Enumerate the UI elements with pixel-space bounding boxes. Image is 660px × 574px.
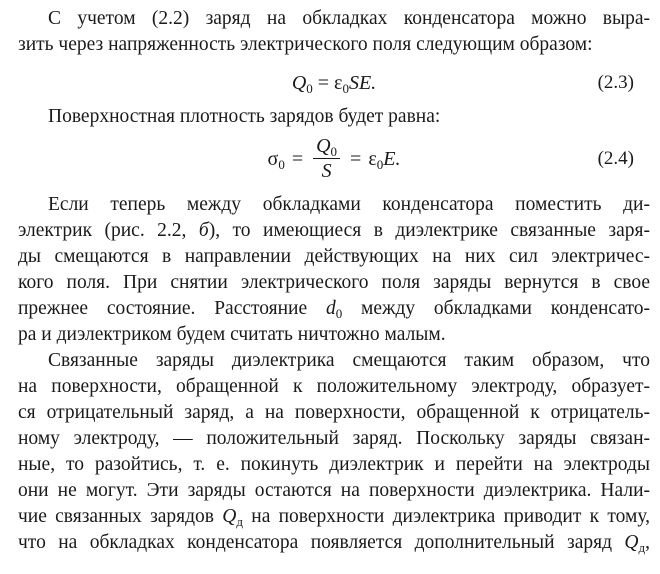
paragraph-3	[18, 192, 650, 348]
text-line: прежнее состояние. Расстояние $d_0$ между обкладками конденсато-	[18, 298, 650, 321]
text-line: электрик (рис. 2.2, б), то имеющиеся в диэлектрике связанные заря-	[18, 220, 650, 241]
text-line: чие связанных зарядов $Q_д$ на поверхности диэлектрика приводит к тому,	[18, 506, 650, 529]
paragraph-4	[18, 348, 650, 556]
equation-rhs: E.	[383, 147, 401, 170]
equation-number: (2.3)	[597, 72, 634, 93]
text-line: Связанные заряды диэлектрика смещаются таким образом, что	[48, 350, 650, 371]
sigma-symbol: σ	[267, 147, 279, 170]
equation-var-q: Q	[291, 72, 307, 94]
epsilon-symbol: ε	[334, 72, 343, 94]
epsilon-symbol: ε	[368, 147, 377, 170]
fraction-denominator: S	[321, 160, 332, 182]
text-line: С учетом (2.2) заряд на обкладках конденсатора можно выра-	[48, 8, 650, 29]
text-line: ся отрицательный заряд, а на поверхности, обращенной к отрицатель-	[18, 402, 650, 423]
equation-2-3	[18, 58, 650, 104]
equals-sign: =	[345, 147, 367, 170]
equation-subscript: 0	[306, 81, 313, 96]
equals-sign: =	[312, 72, 335, 94]
paragraph-2	[18, 104, 650, 130]
text-line: кого поля. При снятии электрического поля заряды вернутся в свое	[18, 272, 650, 293]
equation-rhs: SE.	[348, 72, 377, 94]
equation-subscript: 0	[278, 156, 285, 172]
text-line: зить через напряженность электрического поля следующим образом:	[18, 34, 593, 55]
equation-body	[18, 70, 650, 96]
text-line: Поверхностная плотность зарядов будет равна:	[48, 106, 441, 127]
text-line: на поверхности, обращенной к положительному электроду, образует-	[18, 376, 650, 397]
equation-subscript: 0	[342, 81, 349, 96]
text-line: что на обкладках конденсатора появляется дополнительный заряд $Q_д$,	[18, 532, 650, 555]
equation-subscript: 0	[376, 156, 384, 172]
text-line: Если теперь между обкладками конденсатора поместить ди-	[48, 194, 650, 215]
text-line: ному электроду, — положительный заряд. Поскольку заряды связан-	[18, 428, 650, 449]
paragraph-1	[18, 6, 650, 58]
text-line: ды смещаются в направлении действующих на них сил электричес-	[18, 246, 650, 267]
fraction-numerator: $Q_0$	[313, 134, 340, 159]
fraction	[313, 134, 340, 183]
equation-number: (2.4)	[597, 148, 634, 169]
text-line: ные, то разойтись, т. е. покинуть диэлектрик и перейти на электроды	[18, 454, 650, 475]
text-line: ра и диэлектриком будем считать ничтожно малым.	[18, 324, 446, 345]
equation-2-4	[18, 130, 650, 192]
text-line: они не могут. Эти заряды остаются на поверхности диэлектрика. Нали-	[18, 480, 650, 501]
equals-sign: =	[286, 147, 309, 170]
equation-body	[18, 134, 650, 183]
